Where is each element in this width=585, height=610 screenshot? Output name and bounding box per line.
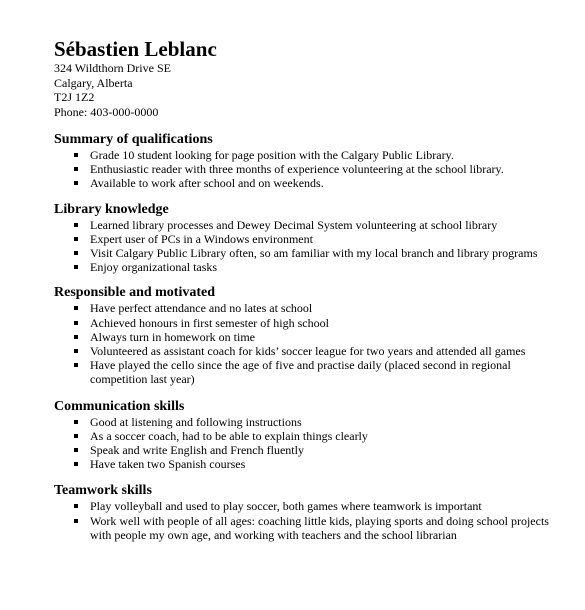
section-library-knowledge <box>54 202 554 275</box>
list-item: Expert user of PCs in a Windows environment <box>54 232 554 246</box>
list-item: Achieved honours in first semester of high school <box>54 316 554 330</box>
list-item: As a soccer coach, had to be able to explain things clearly <box>54 429 554 443</box>
bullet-list <box>54 218 554 275</box>
section-communication-skills <box>54 399 554 472</box>
list-item: Have taken two Spanish courses <box>54 457 554 471</box>
contact-block <box>54 61 554 119</box>
bullet-icon <box>74 223 78 227</box>
bullet-icon <box>74 251 78 255</box>
list-item: Play volleyball and used to play soccer, both games where teamwork is important <box>54 499 554 513</box>
bullet-icon <box>74 434 78 438</box>
list-item: Good at listening and following instructions <box>54 415 554 429</box>
bullet-icon <box>74 265 78 269</box>
resume-document <box>54 37 554 542</box>
section-title: Teamwork skills <box>54 483 152 499</box>
list-item: Work well with people of all ages: coaching little kids, playing sports and doing school projects with people my own age, and working with teachers and the school librarian <box>54 514 554 542</box>
bullet-icon <box>74 363 78 367</box>
list-item: Grade 10 student looking for page position with the Calgary Public Library. <box>54 148 554 162</box>
postal-code: T2J 1Z2 <box>54 90 95 104</box>
bullet-icon <box>74 448 78 452</box>
section-teamwork-skills <box>54 483 554 542</box>
bullet-icon <box>74 181 78 185</box>
bullet-icon <box>74 335 78 339</box>
bullet-icon <box>74 237 78 241</box>
list-item: Enjoy organizational tasks <box>54 260 554 274</box>
list-item: Enthusiastic reader with three months of experience volunteering at the school library. <box>54 162 554 176</box>
list-item: Visit Calgary Public Library often, so am familiar with my local branch and library programs <box>54 246 554 260</box>
bullet-icon <box>74 420 78 424</box>
bullet-list <box>54 301 554 386</box>
section-title: Summary of qualifications <box>54 132 213 147</box>
bullet-list <box>54 415 554 472</box>
address-line-2: Calgary, Alberta <box>54 75 133 90</box>
bullet-icon <box>74 504 78 508</box>
address-line-1: 324 Wildthorn Drive SE <box>54 61 171 75</box>
list-item: Have perfect attendance and no lates at school <box>54 301 554 315</box>
section-summary <box>54 132 554 191</box>
bullet-icon <box>74 321 78 325</box>
section-title: Library knowledge <box>54 201 169 217</box>
section-responsible-motivated <box>54 285 554 386</box>
list-item: Speak and write English and French fluently <box>54 443 554 457</box>
bullet-icon <box>74 153 78 157</box>
applicant-name: Sébastien Leblanc <box>54 37 217 61</box>
list-item: Available to work after school and on weekends. <box>54 176 554 190</box>
bullet-icon <box>74 349 78 353</box>
bullet-list <box>54 148 554 191</box>
bullet-list <box>54 499 554 542</box>
list-item: Learned library processes and Dewey Decimal System volunteering at school library <box>54 218 554 232</box>
bullet-icon <box>74 462 78 466</box>
list-item: Have played the cello since the age of five and practise daily (placed second in regional competition last year) <box>54 358 554 386</box>
section-title: Responsible and motivated <box>54 285 216 301</box>
section-title: Communication skills <box>54 398 185 414</box>
bullet-icon <box>74 519 78 523</box>
bullet-icon <box>74 306 78 310</box>
phone-number: Phone: 403-000-0000 <box>54 104 159 119</box>
list-item: Volunteered as assistant coach for kids’ soccer league for two years and attended all games <box>54 344 554 358</box>
list-item: Always turn in homework on time <box>54 330 554 344</box>
bullet-icon <box>74 167 78 171</box>
